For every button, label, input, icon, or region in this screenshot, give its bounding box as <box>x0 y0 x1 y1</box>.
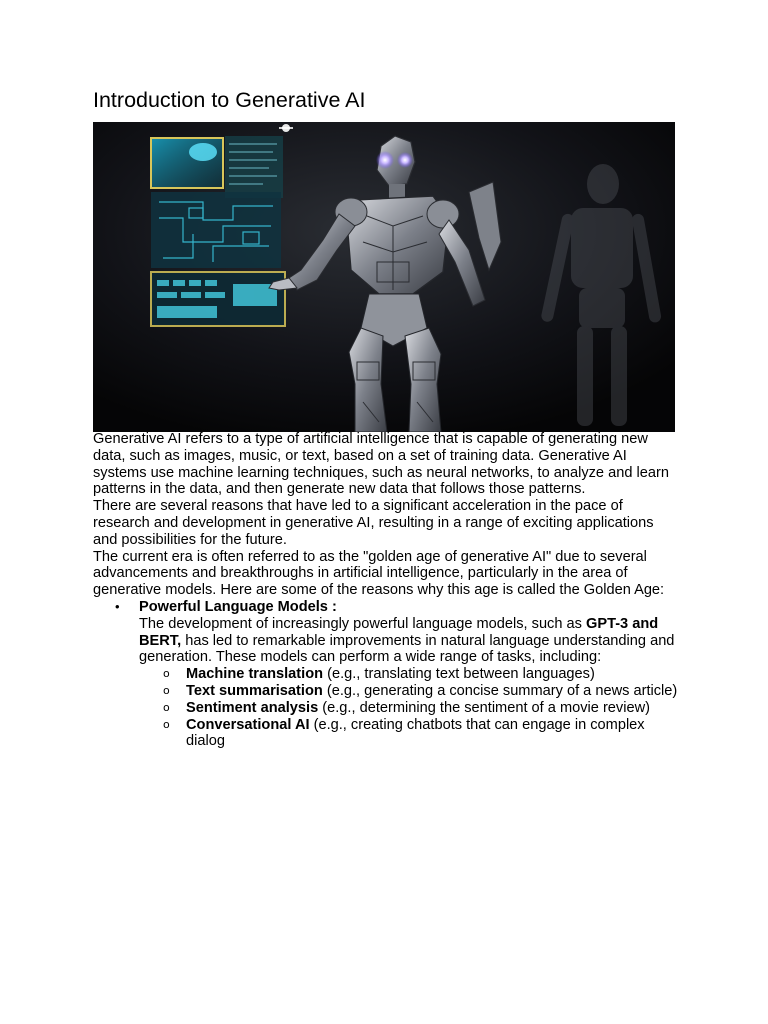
task-desc: (e.g., determining the sentiment of a movie review) <box>318 699 650 716</box>
task-term: Conversational AI <box>186 716 310 733</box>
bullet-text-after: has led to remarkable improvements in natural language understanding and generation. These models can perform a wide range of tasks, including: <box>139 632 675 666</box>
bullet-text-bold: GPT-3 and BERT, <box>139 615 659 649</box>
task-item <box>139 683 678 700</box>
task-term: Sentiment analysis <box>186 699 319 716</box>
sub-bullet-marker: o <box>163 700 170 714</box>
paragraph-golden-age: The current era is often referred to as the "golden age of generative AI" due to several advancements and breakthroughs in artificial intelligence, particularly in the area of generative models. Here are some of the reasons why this age is called the Golden Age: <box>93 548 665 599</box>
paragraph-acceleration: There are several reasons that have led to a significant acceleration in the pace of research and development in generative AI, resulting in a range of exciting applications and possibilities for the future. <box>93 498 654 548</box>
bullet-heading: Powerful Language Models : <box>139 598 337 615</box>
bullet-powerful-language-models <box>93 599 678 750</box>
task-item <box>139 717 678 751</box>
paragraph-definition: Generative AI refers to a type of artificial intelligence that is capable of generating new data, such as images, music, or text, based on a set of training data. Generative AI systems use machine learning techniques, such as neural networks, to analyze and learn patterns in the data, and then generate new data that follows those patterns. <box>93 431 669 498</box>
task-desc: (e.g., creating chatbots that can engage in complex dialog <box>186 716 645 750</box>
task-item <box>139 666 678 683</box>
page-title: Introduction to Generative AI <box>93 88 366 112</box>
sub-bullet-marker: o <box>163 667 170 681</box>
task-item <box>139 700 678 717</box>
document-body <box>93 431 678 750</box>
bullet-marker: • <box>115 598 120 614</box>
sub-bullet-marker: o <box>163 717 170 731</box>
task-list <box>139 666 678 750</box>
bullet-text-before: The development of increasingly powerful language models, such as <box>139 615 586 632</box>
sub-bullet-marker: o <box>163 683 170 697</box>
task-term: Text summarisation <box>186 682 323 699</box>
task-desc: (e.g., generating a concise summary of a news article) <box>322 682 678 699</box>
task-desc: (e.g., translating text between languages) <box>323 666 595 683</box>
robot-hologram-image <box>93 122 675 432</box>
task-term: Machine translation <box>186 666 324 683</box>
bullet-list <box>93 599 678 750</box>
